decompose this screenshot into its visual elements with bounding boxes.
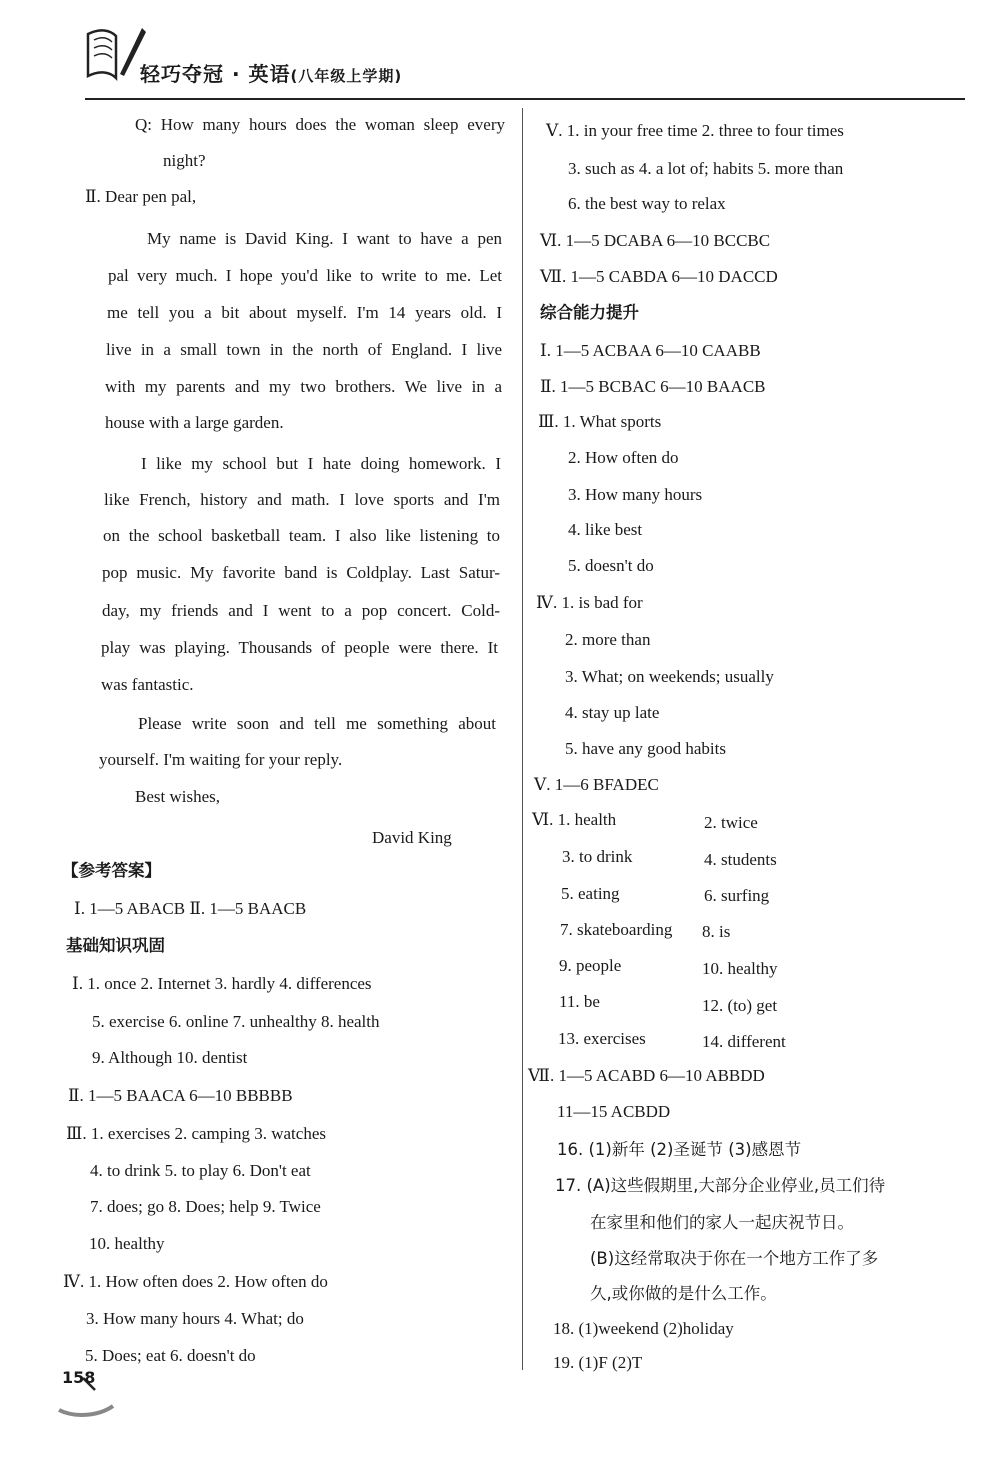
- answer-line: Ⅶ. 1—5 CABDA 6—10 DACCD: [540, 267, 778, 286]
- answer-line: Ⅰ. 1. once 2. Internet 3. hardly 4. differences: [72, 974, 372, 993]
- letter-line: play was playing. Thousands of people were there. It: [101, 638, 498, 657]
- answer-line: 10. healthy: [89, 1234, 165, 1253]
- answer-line: 16. (1)新年 (2)圣诞节 (3)感恩节: [557, 1140, 802, 1159]
- letter-signature: David King: [372, 828, 452, 847]
- book-subtitle: (八年级上学期): [290, 67, 403, 85]
- letter-closing: Best wishes,: [135, 787, 220, 806]
- answer-line: 11—15 ACBDD: [557, 1102, 671, 1121]
- answer-item: 4. students: [704, 850, 777, 869]
- answer-line: Ⅲ. 1. exercises 2. camping 3. watches: [66, 1124, 326, 1143]
- letter-line: house with a large garden.: [105, 413, 284, 432]
- letter-line: pal very much. I hope you'd like to write to me. Let: [108, 266, 502, 285]
- answer-item: 2. twice: [704, 813, 758, 832]
- answer-line: 5. have any good habits: [565, 739, 726, 758]
- answer-line: 3. How many hours: [568, 485, 703, 504]
- answer-line: 5. exercise 6. online 7. unhealthy 8. health: [92, 1012, 380, 1031]
- answer-line: 3. such as 4. a lot of; habits 5. more than: [568, 159, 844, 178]
- answer-line: Ⅳ. 1. is bad for: [536, 593, 643, 612]
- header-title: [140, 58, 402, 87]
- answer-item: 6. surfing: [704, 886, 770, 905]
- answer-item: 14. different: [702, 1032, 786, 1051]
- letter-line: on the school basketball team. I also like listening to: [103, 526, 500, 545]
- answer-line: 4. to drink 5. to play 6. Don't eat: [90, 1161, 311, 1180]
- answer-item: 8. is: [702, 922, 731, 941]
- answer-item: 3. to drink: [562, 847, 633, 866]
- answer-item: 11. be: [559, 992, 600, 1011]
- answer-line: 4. stay up late: [565, 703, 660, 722]
- letter-line: like French, history and math. I love sports and I'm: [104, 490, 500, 509]
- letter-line: with my parents and my two brothers. We live in a: [105, 377, 502, 396]
- basic-knowledge-heading: 基础知识巩固: [66, 936, 165, 955]
- answer-line: 19. (1)F (2)T: [553, 1353, 643, 1372]
- section-heading: Ⅱ. Dear pen pal,: [85, 187, 197, 206]
- answer-line: Ⅰ. 1—5 ACBAA 6—10 CAABB: [540, 341, 761, 360]
- answer-line: 9. Although 10. dentist: [92, 1048, 248, 1067]
- answer-line: 2. more than: [565, 630, 651, 649]
- answer-line: 17. (A)这些假期里,大部分企业停业,员工们待: [555, 1176, 886, 1195]
- answer-line: 18. (1)weekend (2)holiday: [553, 1319, 734, 1338]
- letter-line: yourself. I'm waiting for your reply.: [99, 750, 343, 769]
- letter-line: live in a small town in the north of England. I live: [106, 340, 502, 359]
- answer-item: 9. people: [559, 956, 622, 975]
- letter-line: My name is David King. I want to have a pen: [147, 229, 502, 248]
- page-header: [0, 0, 1000, 110]
- answer-line: Ⅳ. 1. How often does 2. How often do: [63, 1272, 328, 1291]
- answer-line: Ⅱ. 1—5 BCBAC 6—10 BAACB: [540, 377, 766, 396]
- answer-line: 3. How many hours 4. What; do: [86, 1309, 304, 1328]
- column-divider: [522, 108, 523, 1370]
- answer-line: Ⅲ. 1. What sports: [538, 412, 662, 431]
- letter-line: I like my school but I hate doing homework. I: [141, 454, 501, 473]
- letter-line: was fantastic.: [101, 675, 194, 694]
- answer-line: 5. Does; eat 6. doesn't do: [85, 1346, 256, 1365]
- answer-line: 久,或你做的是什么工作。: [590, 1284, 777, 1303]
- question-line: night?: [163, 151, 206, 170]
- answer-line: Ⅴ. 1. in your free time 2. three to four times: [546, 121, 844, 140]
- answer-item: 10. healthy: [702, 959, 778, 978]
- book-title: 轻巧夺冠 · 英语: [140, 62, 291, 86]
- answer-item: Ⅵ. 1. health: [532, 810, 617, 829]
- answer-line: 3. What; on weekends; usually: [565, 667, 774, 686]
- answer-line: 2. How often do: [568, 448, 679, 467]
- letter-line: day, my friends and I went to a pop concert. Cold-: [102, 601, 500, 620]
- answer-line: Ⅴ. 1—6 BFADEC: [534, 775, 659, 794]
- answer-line: 4. like best: [568, 520, 643, 539]
- page-number: 158: [62, 1368, 96, 1387]
- answer-line: (B)这经常取决于你在一个地方工作了多: [590, 1249, 879, 1268]
- answer-line: 5. doesn't do: [568, 556, 654, 575]
- ability-improvement-heading: 综合能力提升: [540, 303, 639, 322]
- answer-line: 在家里和他们的家人一起庆祝节日。: [590, 1213, 854, 1232]
- reference-answer-heading: 【参考答案】: [62, 861, 161, 880]
- answer-item: 5. eating: [561, 884, 620, 903]
- answer-line: Ⅱ. 1—5 BAACA 6—10 BBBBB: [68, 1086, 293, 1105]
- letter-line: me tell you a bit about myself. I'm 14 years old. I: [107, 303, 502, 322]
- answer-line: 6. the best way to relax: [568, 194, 726, 213]
- answer-item: 13. exercises: [558, 1029, 646, 1048]
- answer-item: 12. (to) get: [702, 996, 778, 1015]
- header-rule: [85, 98, 965, 100]
- letter-line: pop music. My favorite band is Coldplay. Last Satur-: [102, 563, 500, 582]
- answer-line: Ⅶ. 1—5 ACABD 6—10 ABBDD: [528, 1066, 765, 1085]
- letter-line: Please write soon and tell me something about: [138, 714, 496, 733]
- answer-item: 7. skateboarding: [560, 920, 673, 939]
- answer-line: Ⅵ. 1—5 DCABA 6—10 BCCBC: [540, 231, 771, 250]
- answer-line: 7. does; go 8. Does; help 9. Twice: [90, 1197, 321, 1216]
- answer-line: Ⅰ. 1—5 ABACB Ⅱ. 1—5 BAACB: [74, 899, 307, 918]
- question-line: Q: How many hours does the woman sleep every: [135, 115, 505, 134]
